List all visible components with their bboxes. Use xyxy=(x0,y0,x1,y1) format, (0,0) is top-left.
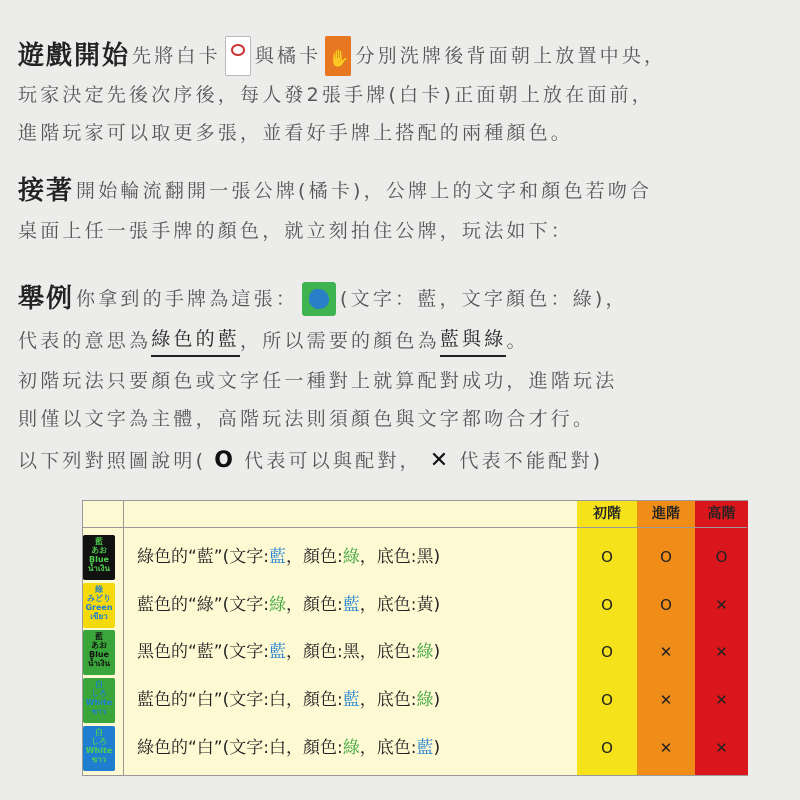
desc-w2: 藍 xyxy=(342,595,360,615)
example-line-2-c: 。 xyxy=(506,329,529,352)
header-advanced: 進階 xyxy=(652,506,680,522)
intro-text-b: 與橘卡 xyxy=(254,45,322,67)
no-match-mark-icon: ✕ xyxy=(715,596,728,614)
desc-pre: 綠色的“白”(文字: xyxy=(137,738,269,758)
desc-mid: ，顏色: xyxy=(285,690,343,710)
table-row xyxy=(83,533,747,582)
no-match-mark-icon: ✕ xyxy=(659,739,673,757)
table-row xyxy=(83,724,747,773)
chip-en: Blue xyxy=(89,555,109,564)
desc-post: ) xyxy=(433,595,441,615)
desc-mid2: ，底色: xyxy=(359,547,417,567)
example-line-1 xyxy=(18,282,628,316)
chip-th: ขาว xyxy=(91,707,107,716)
desc-mid2: ，底色: xyxy=(359,690,417,710)
chip-th: น้ำเงิน xyxy=(87,564,111,573)
match-mark-icon: O xyxy=(601,643,613,661)
header-beginner: 初階 xyxy=(593,506,621,522)
example-line-3: 初階玩法只要顏色或文字任一種對上就算配對成功，進階玩法 xyxy=(18,370,618,392)
desc-pre: 綠色的“藍”(文字: xyxy=(137,547,269,567)
chip-en: White xyxy=(85,698,113,707)
chip-en: White xyxy=(85,746,113,755)
chip-kanji: 綠 xyxy=(95,585,103,594)
desc-w3: 藍 xyxy=(416,738,434,758)
no-match-mark-icon: ✕ xyxy=(659,643,673,661)
desc-w1: 白 xyxy=(268,690,286,710)
row-description xyxy=(137,581,440,630)
chip-kanji: 藍 xyxy=(95,632,103,641)
match-mark-icon: O xyxy=(601,596,613,614)
row-description xyxy=(137,628,440,677)
steps-line-2: 桌面上任一張手牌的顏色，就立刻拍住公牌，玩法如下： xyxy=(18,220,574,242)
chip-kana: あお xyxy=(91,546,107,555)
steps-text-1: 開始輪流翻開一張公牌(橘卡)，公牌上的文字和顏色若吻合 xyxy=(76,180,653,202)
desc-mid2: ，底色: xyxy=(359,595,417,615)
intro-line-3: 進階玩家可以取更多張，並看好手牌上搭配的兩種顏色。 xyxy=(18,122,574,144)
chip-th: เขียว xyxy=(90,612,108,621)
desc-w3: 綠 xyxy=(416,642,434,662)
section-heading-next: 接著 xyxy=(18,176,75,206)
underlined-green-blue: 綠色的藍 xyxy=(151,324,240,357)
example-text-a: 你拿到的手牌為這張： xyxy=(76,288,299,310)
example-text-b: (文字：藍，文字顏色：綠)， xyxy=(340,288,628,310)
circle-symbol-icon: O xyxy=(214,448,237,473)
chip-en: Blue xyxy=(89,650,109,659)
example-line-2 xyxy=(18,324,529,357)
cross-symbol-icon: ✕ xyxy=(429,448,452,473)
desc-w2: 黑 xyxy=(342,642,360,662)
intro-text-c: 分別洗牌後背面朝上放置中央， xyxy=(355,45,667,67)
table-row xyxy=(83,628,747,677)
desc-post: ) xyxy=(433,642,441,662)
chip-kana: しろ xyxy=(91,737,107,746)
card-chip-icon xyxy=(83,535,115,580)
steps-line-1 xyxy=(18,176,652,206)
desc-w2: 綠 xyxy=(342,547,360,567)
desc-post: ) xyxy=(433,547,441,567)
card-chip-icon xyxy=(83,678,115,723)
match-mark-icon: O xyxy=(660,548,672,566)
desc-pre: 藍色的“綠”(文字: xyxy=(137,595,269,615)
desc-post: ) xyxy=(433,738,441,758)
no-match-mark-icon: ✕ xyxy=(715,739,728,757)
desc-w1: 藍 xyxy=(268,547,286,567)
desc-mid: ，顏色: xyxy=(285,547,343,567)
row-description xyxy=(137,724,440,773)
desc-w2: 藍 xyxy=(342,690,360,710)
chip-kana: みどり xyxy=(87,594,111,603)
underlined-blue-and-green: 藍與綠 xyxy=(440,324,507,357)
match-mark-icon: O xyxy=(601,739,613,757)
desc-mid: ，顏色: xyxy=(285,642,343,662)
desc-w3: 綠 xyxy=(416,690,434,710)
header-divider xyxy=(83,527,747,528)
chip-th: ขาว xyxy=(91,755,107,764)
row-description xyxy=(137,533,440,582)
intro-text-a: 先將白卡 xyxy=(132,45,221,67)
row-description xyxy=(137,676,440,725)
chip-kanji: 白 xyxy=(95,728,103,737)
desc-w3: 黑 xyxy=(416,547,434,567)
desc-post: ) xyxy=(433,690,441,710)
table-row xyxy=(83,581,747,630)
card-chip-icon xyxy=(83,726,115,771)
green-card-icon xyxy=(302,282,336,316)
chip-kanji: 白 xyxy=(95,680,103,689)
match-mark-icon: O xyxy=(660,596,672,614)
example-line-4: 則僅以文字為主體，高階玩法則須顏色與文字都吻合才行。 xyxy=(18,408,596,430)
desc-w1: 綠 xyxy=(268,595,286,615)
no-match-mark-icon: ✕ xyxy=(715,643,728,661)
desc-mid: ，顏色: xyxy=(285,738,343,758)
example-line-5-a: 以下列對照圖說明( xyxy=(18,450,207,472)
example-line-2-a: 代表的意思為 xyxy=(18,329,152,352)
table-row xyxy=(83,676,747,725)
card-chip-icon xyxy=(83,630,115,675)
chip-en: Green xyxy=(85,603,113,612)
comparison-table xyxy=(82,500,748,776)
desc-pre: 黑色的“藍”(文字: xyxy=(137,642,269,662)
match-mark-icon: O xyxy=(601,548,613,566)
intro-line-2: 玩家決定先後次序後，每人發2張手牌(白卡)正面朝上放在面前， xyxy=(18,84,654,106)
match-mark-icon: O xyxy=(601,691,613,709)
card-chip-icon xyxy=(83,583,115,628)
example-line-5-b: 代表可以與配對， xyxy=(244,450,422,472)
desc-w3: 黃 xyxy=(416,595,434,615)
desc-w2: 綠 xyxy=(342,738,360,758)
chip-kana: あお xyxy=(91,641,107,650)
no-match-mark-icon: ✕ xyxy=(659,691,673,709)
white-card-icon xyxy=(225,36,251,76)
chip-kana: しろ xyxy=(91,689,107,698)
header-expert: 高階 xyxy=(707,506,736,522)
desc-pre: 藍色的“白”(文字: xyxy=(137,690,269,710)
no-match-mark-icon: ✕ xyxy=(715,691,728,709)
intro-line-1 xyxy=(18,36,666,76)
match-mark-icon: O xyxy=(715,548,728,566)
example-line-5-c: 代表不能配對) xyxy=(459,450,604,472)
desc-mid2: ，底色: xyxy=(359,642,417,662)
section-heading-example: 舉例 xyxy=(18,284,75,314)
desc-mid: ，顏色: xyxy=(285,595,343,615)
example-line-2-b: ，所以需要的顏色為 xyxy=(240,329,440,352)
example-line-5 xyxy=(18,446,603,476)
section-heading-start: 遊戲開始 xyxy=(18,41,131,71)
chip-kanji: 藍 xyxy=(95,537,103,546)
desc-mid2: ，底色: xyxy=(359,738,417,758)
desc-w1: 藍 xyxy=(268,642,286,662)
chip-th: น้ำเงิน xyxy=(87,659,111,668)
desc-w1: 白 xyxy=(268,738,286,758)
orange-card-icon xyxy=(325,36,351,76)
